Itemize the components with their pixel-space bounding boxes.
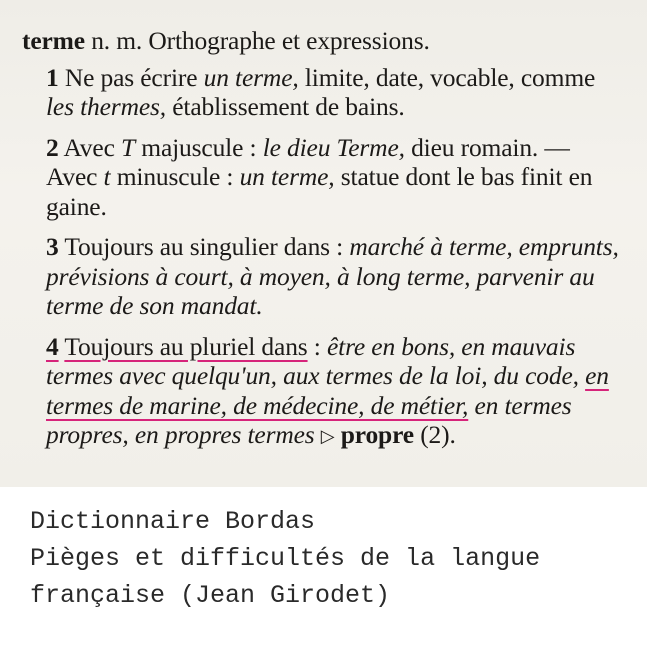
example: les thermes, (46, 92, 167, 121)
bleed-through-text (440, 0, 446, 26)
highlighted-phrase: Toujours au pluriel dans (64, 331, 308, 361)
highlighted-example: en termes de marine, de médecine, de métier, (46, 361, 609, 420)
example: un terme, (203, 62, 299, 92)
example: un terme, (239, 162, 335, 191)
headword: terme (22, 26, 85, 55)
text: statue dont le bas finit en gaine. (46, 162, 593, 221)
cross-reference-word: propre (340, 420, 414, 449)
entry-heading (22, 26, 622, 56)
paragraph-number: 1 (46, 62, 59, 92)
paragraph-number: 2 (46, 132, 59, 162)
cross-reference-arrow-icon: ▷ (320, 426, 335, 446)
paragraph-number: 3 (46, 232, 59, 261)
example: en termes propres, en propres termes (46, 390, 572, 449)
text: établissement de bains. (166, 92, 405, 121)
paragraph-3 (22, 232, 622, 321)
text: minuscule : (110, 162, 240, 191)
example: t (103, 162, 111, 191)
entry-grammar: n. m. Orthographe et expressions. (91, 26, 430, 55)
example: le dieu Terme, (262, 132, 405, 162)
cross-reference-number: (2). (420, 420, 456, 449)
source-caption (30, 503, 630, 614)
caption-line-3: française (Jean Girodet) (30, 581, 391, 610)
caption-line-2: Pièges et difficultés de la langue (30, 544, 541, 573)
text: Toujours au singulier dans : (64, 232, 350, 261)
text: Ne pas écrire (64, 62, 204, 92)
text: dieu romain. — Avec (46, 132, 570, 191)
text: limite, date, vocable, comme (298, 62, 596, 92)
caption-line-1: Dictionnaire Bordas (30, 507, 316, 536)
text: majuscule : (135, 132, 263, 162)
dictionary-entry (22, 26, 622, 463)
paragraph-4 (22, 332, 622, 452)
text: Avec (63, 132, 121, 162)
paragraph-number: 4 (46, 331, 59, 361)
example: être en bons, en mauvais termes avec quelqu'un, aux termes de la loi, du code, (46, 331, 586, 390)
paragraph-2 (22, 133, 622, 222)
example: marché à terme, emprunts, prévisions à court, à moyen, à long terme, parvenir au terme de son mandat. (46, 232, 619, 320)
example: T (120, 132, 136, 162)
paragraph-1 (22, 63, 622, 122)
text: : (307, 331, 327, 361)
